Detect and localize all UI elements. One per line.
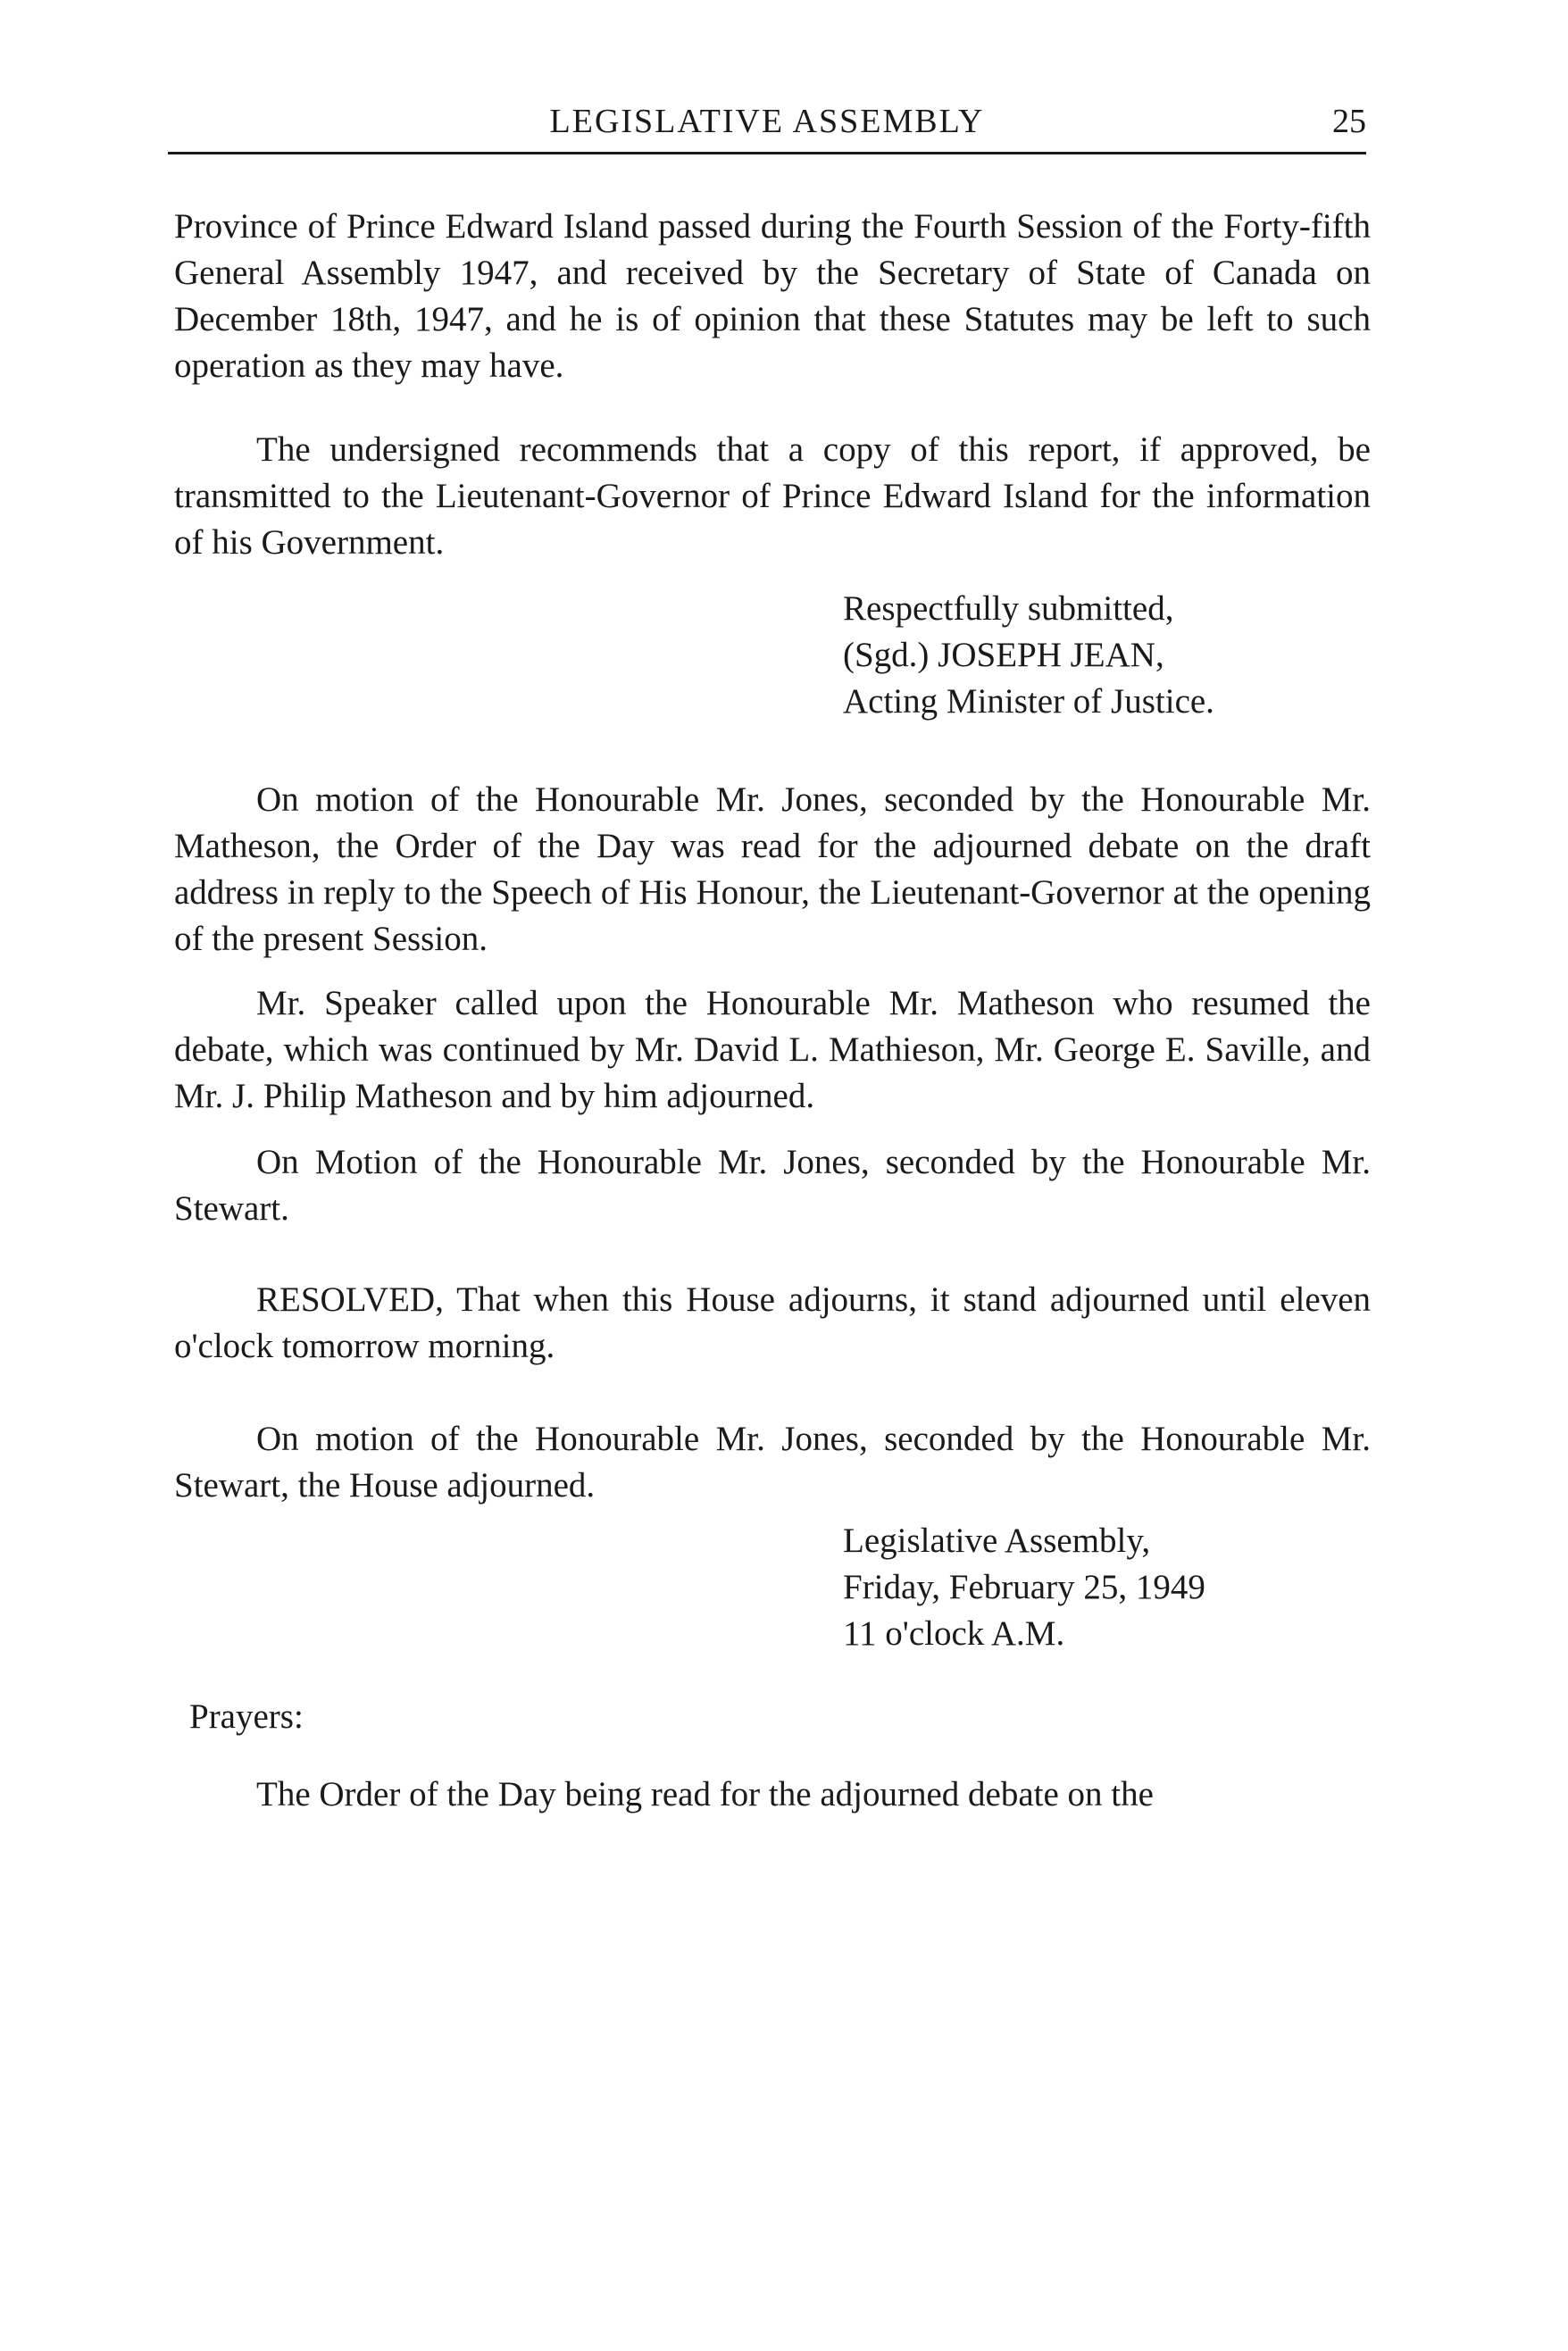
signature-line-submitted: Respectfully submitted,: [843, 589, 1174, 628]
dateline-time: 11 o'clock A.M.: [843, 1614, 1065, 1653]
paragraph-motion-stewart: On Motion of the Honourable Mr. Jones, seconded by the Honourable Mr. Stewart.: [174, 1143, 1371, 1228]
signature-line-title: Acting Minister of Justice.: [843, 682, 1214, 721]
paragraph-house-adjourned: On motion of the Honourable Mr. Jones, seconded by the Honourable Mr. Stewart, the House adjourned.: [174, 1420, 1371, 1505]
paragraph-recommendation: The undersigned recommends that a copy of this report, if approved, be transmitted to the Lieutenant-Governor of Prince Edward Island for the information of his Government.: [174, 430, 1371, 562]
paragraph-speaker-debate: Mr. Speaker called upon the Honourable Mr. Matheson who resumed the debate, which was continued by Mr. David L. Mathieson, Mr. George E. Saville, and Mr. J. Philip Matheson and by him adjourned.: [174, 984, 1371, 1115]
signature-line-name: (Sgd.) JOSEPH JEAN,: [843, 636, 1164, 674]
prayers-label: Prayers:: [189, 1697, 304, 1736]
page-number: 25: [1332, 103, 1366, 140]
paragraph-adjourned-debate: The Order of the Day being read for the adjourned debate on the: [256, 1775, 1154, 1813]
paragraph-resolved: RESOLVED, That when this House adjourns, it stand adjourned until eleven o'clock tomorrow morning.: [174, 1280, 1371, 1365]
running-header: [168, 95, 1366, 150]
header-rule: [168, 152, 1366, 154]
dateline-assembly: Legislative Assembly,: [843, 1521, 1151, 1560]
paragraph-order-of-day: On motion of the Honourable Mr. Jones, seconded by the Honourable Mr. Matheson, the Order of the Day was read for the adjourned debate on the draft address in reply to the Speech of His Honour, the Lieutenant-Governor at the opening of the present Session.: [174, 780, 1371, 958]
paragraph-statutes-continuation: Province of Prince Edward Island passed during the Fourth Session of the Forty-fifth General Assembly 1947, and received by the Secretary of State of Canada on December 18th, 1947, and he is of opinion that these Statutes may be left to such operation as they may have.: [174, 207, 1371, 385]
running-title: LEGISLATIVE ASSEMBLY: [549, 103, 985, 140]
signature-block: [843, 586, 1214, 725]
dateline-block: [843, 1518, 1205, 1657]
dateline-date: Friday, February 25, 1949: [843, 1568, 1205, 1606]
